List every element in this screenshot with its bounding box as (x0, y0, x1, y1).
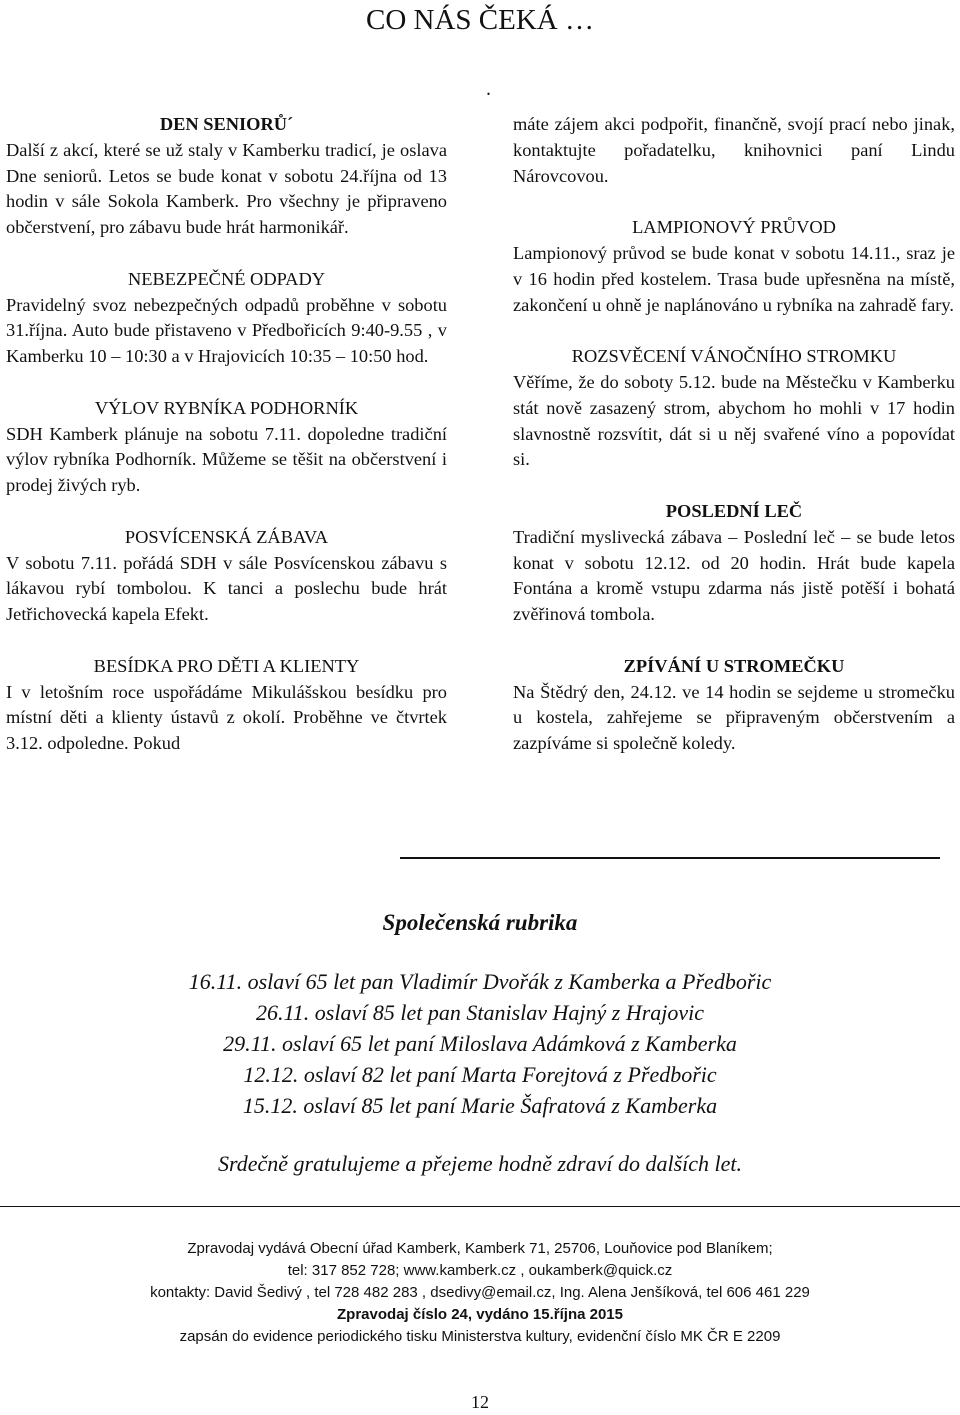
footer-publisher: Zpravodaj vydává Obecní úřad Kamberk, Kamberk 71, 25706, Louňovice pod Blaníkem; (187, 1240, 773, 1257)
list-item: 26.11. oslaví 85 let pan Stanislav Hajný z Hrajovic (255, 1000, 705, 1025)
footer-contacts-people: kontakty: David Šedivý , tel 728 482 283 , dsedivy@email.cz, Ing. Alena Jenšíková, tel 606 461 229 (150, 1284, 810, 1301)
footer-registration: zapsán do evidence periodického tisku Ministerstva kultury, evidenční číslo MK ČR E 2209 (179, 1328, 781, 1345)
list-item: 16.11. oslaví 65 let pan Vladimír Dvořák z Kamberka a Předbořic (188, 969, 772, 994)
footer-issue: Zpravodaj číslo 24, vydáno 15.října 2015 (337, 1306, 623, 1323)
lampionovy-pruvod-text: Lampionový průvod se bude konat v sobotu 14.11., sraz je v 16 hodin před kostelem. Trasa bude upřesněna na místě, zakončení u ohně je naplánováno u rybníka na zahradě fary. (513, 242, 955, 315)
footer-divider (0, 1206, 960, 1207)
lampionovy-pruvod-heading: LAMPIONOVÝ PRŮVOD (632, 217, 836, 238)
page-number: 12 (471, 1392, 489, 1412)
besidka-heading: BESÍDKA PRO DĚTI A KLIENTY (93, 655, 360, 676)
list-item: 29.11. oslaví 65 let paní Miloslava Adámková z Kamberka (223, 1031, 737, 1056)
page-title: CO NÁS ČEKÁ … (366, 4, 594, 36)
besidka-continuation-text: máte zájem akci podpořit, finančně, svojí prací nebo jinak, kontaktujte pořadatelku, knihovnici paní Lindu Nárovcovou. (513, 114, 955, 186)
nebezpecne-odpady-heading: NEBEZPEČNÉ ODPADY (127, 268, 326, 289)
right-column (513, 112, 955, 757)
vylov-rybnika-text: SDH Kamberk plánuje na sobotu 7.11. dopoledne tradiční výlov rybníka Podhorník. Můžeme se těšit na občerstvení i prodej živých ryb. (6, 423, 447, 496)
rozsveceni-stromku-heading: ROZSVĚCENÍ VÁNOČNÍHO STROMKU (571, 346, 897, 367)
besidka-text: I v letošním roce uspořádáme Mikulášskou besídku pro místní děti a klienty ústavů z okolí. Proběhne ve čtvrtek 3.12. odpoledne. Pokud (6, 681, 447, 754)
footer (0, 1238, 960, 1348)
footer-contact: tel: 317 852 728; www.kamberk.cz , oukamberk@quick.cz (287, 1262, 673, 1279)
stray-dot: . (486, 78, 491, 100)
zpivani-u-stromecku-text: Na Štědrý den, 24.12. ve 14 hodin se sejdeme u stromečku u kostela, zahřejeme se připraveným občerstvením a zazpíváme si společně koledy. (513, 681, 955, 754)
den-senioru-heading: DEN SENIORŮ´ (159, 114, 294, 134)
nebezpecne-odpady-text: Pravidelný svoz nebezpečných odpadů proběhne v sobotu 31.října. Auto bude přistaveno v Předbořicích 9:40-9.55 , v Kamberku 10 – 10:30 a v Hrajovicích 10:35 – 10:50 hod. (6, 294, 447, 367)
posvicenska-zabava-text: V sobotu 7.11. pořádá SDH v sále Posvícenskou zábavu s lákavou rybí tombolou. K tanci a poslechu bude hrát Jetřichovecká kapela Efekt. (6, 552, 447, 625)
section-divider (400, 857, 940, 859)
posledni-lec-heading: POSLEDNÍ LEČ (665, 500, 803, 521)
zpivani-u-stromecku-heading: ZPÍVÁNÍ U STROMEČKU (623, 655, 845, 676)
list-item: 15.12. oslaví 85 let paní Marie Šafratová z Kamberka (242, 1093, 718, 1118)
spolecenska-rubrika-heading: Společenská rubrika (382, 910, 578, 935)
vylov-rybnika-heading: VÝLOV RYBNÍKA PODHORNÍK (94, 397, 359, 418)
rozsveceni-stromku-text: Věříme, že do soboty 5.12. bude na Městečku v Kamberku stát nově zasazený strom, abychom ho mohli v 17 hodin slavnostně rozsvítit, dát si u něj svařené víno a popovídat si. (513, 371, 955, 470)
spolecenska-rubrika-list (0, 966, 960, 1121)
posledni-lec-text: Tradiční myslivecká zábava – Poslední leč – se bude letos konat v sobotu 12.12. od 20 hodin. Hrát bude kapela Fontána a kromě vstupu zdarma nás jistě potěší i bohatá zvěřinová tombola. (513, 526, 955, 625)
left-column (6, 112, 447, 757)
den-senioru-text: Další z akcí, které se už staly v Kamberku tradicí, je oslava Dne seniorů. Letos se bude konat v sobotu 24.října od 13 hodin v sále Sokola Kamberk. Pro všechny je připraveno občerstvení, pro zábavu bude hrát harmonikář. (6, 139, 447, 238)
posvicenska-zabava-heading: POSVÍCENSKÁ ZÁBAVA (124, 526, 329, 547)
list-item: 12.12. oslaví 82 let paní Marta Forejtová z Předbořic (243, 1062, 717, 1087)
congratulations-text: Srdečně gratulujeme a přejeme hodně zdraví do dalších let. (217, 1151, 742, 1176)
